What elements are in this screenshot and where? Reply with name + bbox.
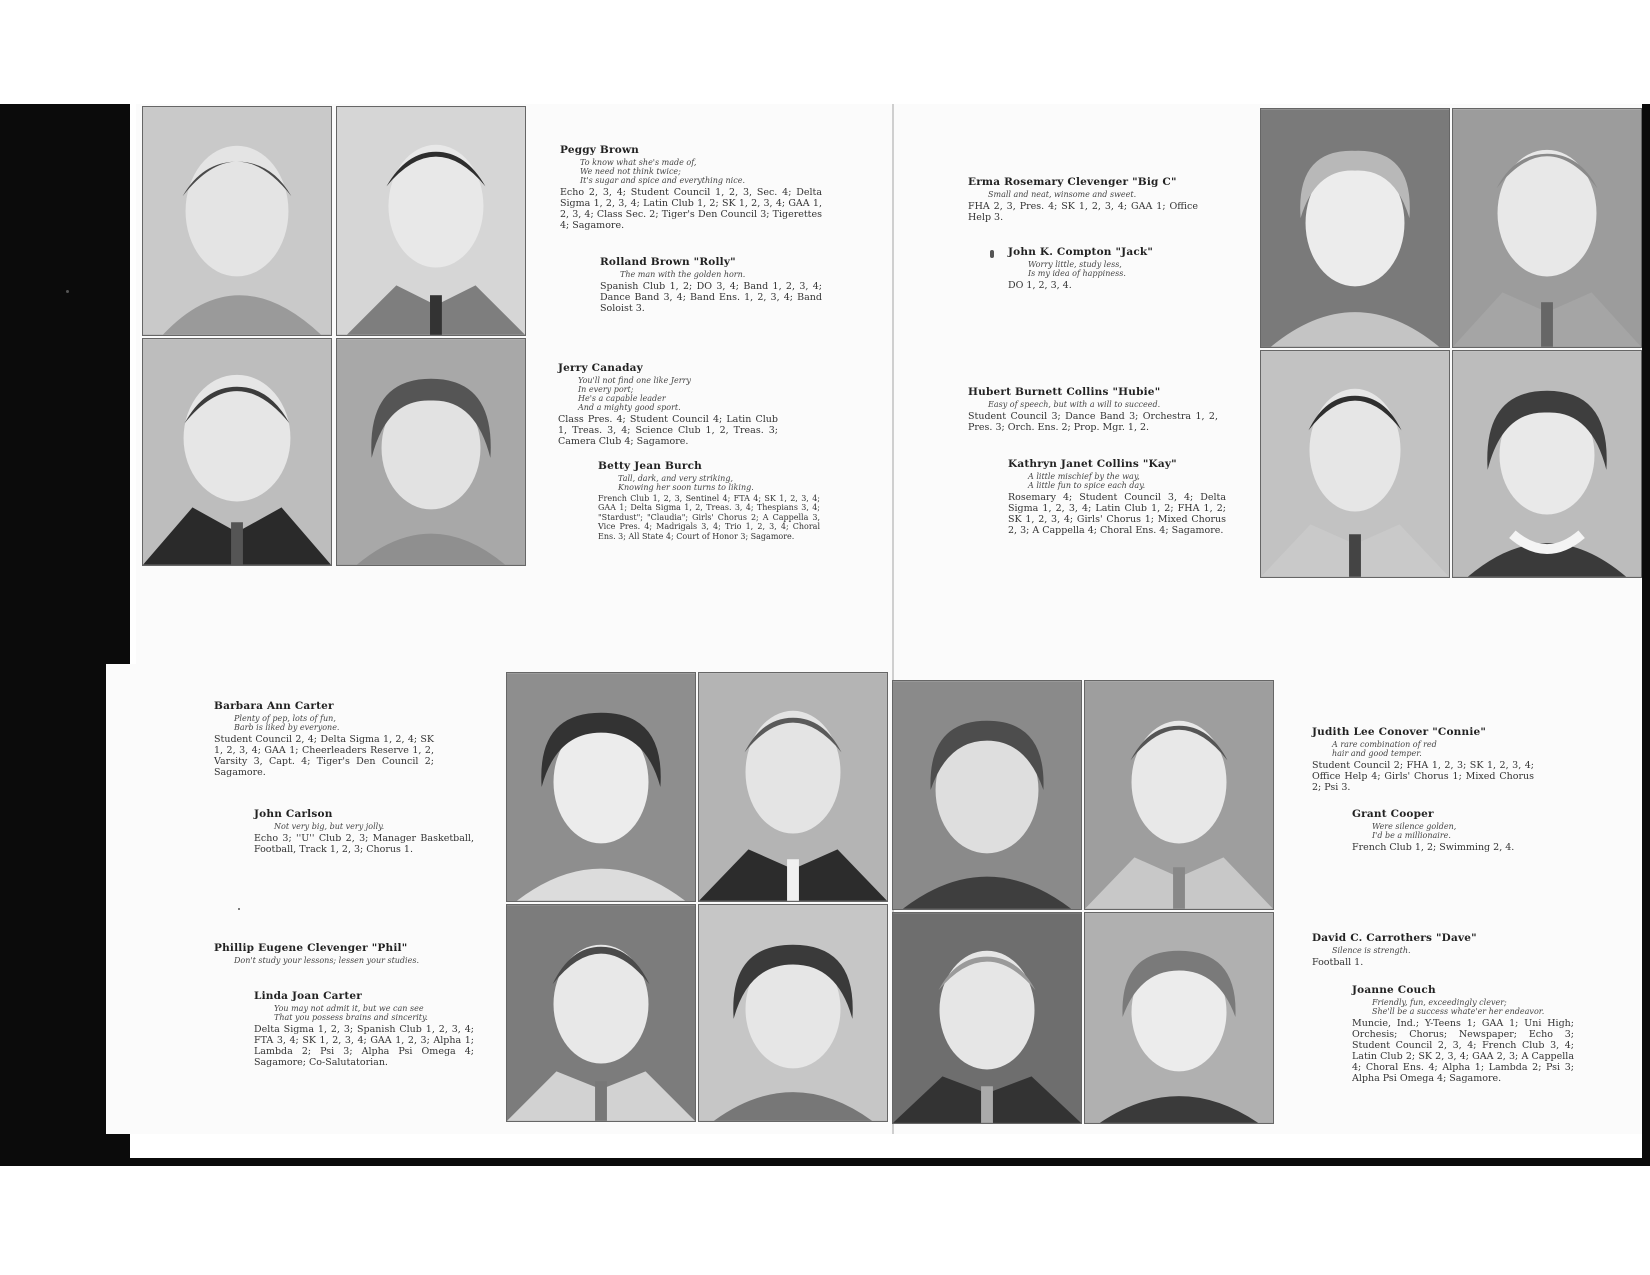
photo-erma-clevenger bbox=[1260, 108, 1450, 348]
entry-phillip-clevenger bbox=[214, 942, 474, 967]
entry-jerry-canaday bbox=[558, 362, 778, 447]
student-motto: Easy of speech, but with a will to succeed. bbox=[988, 400, 1161, 409]
photo-barbara-carter bbox=[506, 672, 696, 902]
student-activities: Football 1. bbox=[1312, 957, 1364, 968]
student-name: Kathryn Janet Collins "Kay" bbox=[1008, 458, 1177, 470]
student-name: John K. Compton "Jack" bbox=[1008, 246, 1154, 258]
entry-rolland-brown bbox=[600, 256, 822, 314]
student-motto: You may not admit it, but we can see That you possess brains and sincerity. bbox=[274, 1004, 428, 1022]
photo-peggy-brown bbox=[142, 106, 332, 336]
entry-john-carlson bbox=[254, 808, 474, 855]
photo-rolland-brown bbox=[336, 106, 526, 336]
photo-judith-conover bbox=[892, 680, 1082, 910]
student-name: Linda Joan Carter bbox=[254, 990, 363, 1002]
entry-joanne-couch bbox=[1352, 984, 1574, 1084]
photo-betty-jean-burch bbox=[336, 338, 526, 566]
student-motto: The man with the golden horn. bbox=[620, 270, 746, 279]
student-motto: Plenty of pep, lots of fun, Barb is liked by everyone. bbox=[234, 714, 340, 732]
scan-speck bbox=[238, 908, 240, 910]
student-name: Jerry Canaday bbox=[558, 362, 643, 374]
student-motto: Tall, dark, and very striking, Knowing her soon turns to liking. bbox=[618, 474, 754, 492]
student-activities: Echo 3; ''U'' Club 2, 3; Manager Basketball, Football, Track 1, 2, 3; Chorus 1. bbox=[254, 833, 474, 855]
student-activities: Student Council 3; Dance Band 3; Orchestra 1, 2, Pres. 3; Orch. Ens. 2; Prop. Mgr. 1, 2. bbox=[968, 411, 1218, 433]
entry-betty-jean-burch bbox=[598, 460, 820, 541]
student-name: John Carlson bbox=[254, 808, 333, 820]
student-motto: Friendly, fun, exceedingly clever; She'll be a success whate'er her endeavor. bbox=[1372, 998, 1545, 1016]
student-motto: A rare combination of red hair and good temper. bbox=[1332, 740, 1437, 758]
photo-david-carrothers bbox=[892, 912, 1082, 1124]
entry-peggy-brown bbox=[560, 144, 822, 231]
student-motto: Small and neat, winsome and sweet. bbox=[988, 190, 1137, 199]
student-activities: French Club 1, 2; Swimming 2, 4. bbox=[1352, 842, 1515, 853]
student-activities: Class Pres. 4; Student Council 4; Latin Club 1, Treas. 3, 4; Science Club 1, 2, Treas. 3; Camera Club 4; Sagamore. bbox=[558, 414, 778, 447]
student-activities: FHA 2, 3, Pres. 4; SK 1, 2, 3, 4; GAA 1; Office Help 3. bbox=[968, 201, 1198, 223]
photo-john-compton bbox=[1452, 108, 1642, 348]
student-motto: Silence is strength. bbox=[1332, 946, 1411, 955]
student-motto: A little mischief by the way, A little fun to spice each day. bbox=[1028, 472, 1146, 490]
student-activities: Muncie, Ind.; Y-Teens 1; GAA 1; Uni High; Orchesis; Chorus; Newspaper; Echo 3; Student Council 2, 3, 4; French Club 3, 4; Latin Club 2; SK 2, 3, 4; GAA 2, 3; A Cappella 4; Choral Ens. 4; Alpha 1; Lambda 2; Psi 3; Alpha Psi Omega 4; Sagamore. bbox=[1352, 1018, 1574, 1084]
student-motto: Worry little, study less, Is my idea of happiness. bbox=[1028, 260, 1126, 278]
student-motto: Not very big, but very jolly. bbox=[274, 822, 385, 831]
photo-grant-cooper bbox=[1084, 680, 1274, 910]
photo-kathryn-collins bbox=[1452, 350, 1642, 578]
entry-grant-cooper bbox=[1352, 808, 1574, 853]
student-motto: To know what she's made of, We need not think twice; It's sugar and spice and everything nice. bbox=[580, 158, 745, 185]
student-activities: Student Council 2; FHA 1, 2, 3; SK 1, 2, 3, 4; Office Help 4; Girls' Chorus 1; Mixed Chorus 2; Psi 3. bbox=[1312, 760, 1534, 793]
student-name: Phillip Eugene Clevenger "Phil" bbox=[214, 942, 408, 954]
student-name: Joanne Couch bbox=[1352, 984, 1436, 996]
student-name: Peggy Brown bbox=[560, 144, 640, 156]
student-motto: Were silence golden, I'd be a millionaire. bbox=[1372, 822, 1457, 840]
entry-linda-carter bbox=[254, 990, 474, 1068]
scan-bottom-edge bbox=[0, 1158, 1650, 1166]
photo-jerry-canaday bbox=[142, 338, 332, 566]
entry-kathryn-collins bbox=[1008, 458, 1226, 536]
entry-erma-clevenger bbox=[968, 176, 1198, 223]
photo-phillip-clevenger bbox=[506, 904, 696, 1122]
student-name: Hubert Burnett Collins "Hubie" bbox=[968, 386, 1161, 398]
student-activities: DO 1, 2, 3, 4. bbox=[1008, 280, 1072, 291]
student-name: Rolland Brown "Rolly" bbox=[600, 256, 736, 268]
student-name: Judith Lee Conover "Connie" bbox=[1312, 726, 1487, 738]
entry-hubert-collins bbox=[968, 386, 1218, 433]
center-gutter-top bbox=[892, 104, 894, 664]
student-name: Betty Jean Burch bbox=[598, 460, 703, 472]
entry-john-compton bbox=[1008, 246, 1208, 291]
student-activities: Spanish Club 1, 2; DO 3, 4; Band 1, 2, 3, 4; Dance Band 3, 4; Band Ens. 1, 2, 3, 4; Band Soloist 3. bbox=[600, 281, 822, 314]
entry-barbara-carter bbox=[214, 700, 434, 778]
student-motto: You'll not find one like Jerry In every port; He's a capable leader And a mighty good sport. bbox=[578, 376, 691, 412]
student-activities: Student Council 2, 4; Delta Sigma 1, 2, 4; SK 1, 2, 3, 4; GAA 1; Cheerleaders Reserve 1, 2, Varsity 3, Capt. 4; Tiger's Den Council 2; Sagamore. bbox=[214, 734, 434, 778]
student-motto: Don't study your lessons; lessen your studies. bbox=[234, 956, 419, 965]
scan-right-edge bbox=[1642, 104, 1650, 1166]
entry-david-carrothers bbox=[1312, 932, 1534, 968]
student-name: Erma Rosemary Clevenger "Big C" bbox=[968, 176, 1177, 188]
student-activities: Echo 2, 3, 4; Student Council 1, 2, 3, Sec. 4; Delta Sigma 1, 2, 3, 4; Latin Club 1, 2; SK 1, 2, 3, 4; GAA 1, 2, 3, 4; Class Sec. 2; Tiger's Den Council 3; Tigerettes 4; Sagamore. bbox=[560, 187, 822, 231]
photo-joanne-couch bbox=[1084, 912, 1274, 1124]
scan-speck bbox=[990, 250, 994, 258]
photo-hubert-collins bbox=[1260, 350, 1450, 578]
student-name: David C. Carrothers "Dave" bbox=[1312, 932, 1477, 944]
student-activities: Rosemary 4; Student Council 3, 4; Delta Sigma 1, 2, 3, 4; Latin Club 1, 2; FHA 1, 2; SK 1, 2, 3, 4; Girls' Chorus 1; Mixed Chorus 2, 3; A Cappella 4; Choral Ens. 4; Sagamore. bbox=[1008, 492, 1226, 536]
student-activities: Delta Sigma 1, 2, 3; Spanish Club 1, 2, 3, 4; FTA 3, 4; SK 1, 2, 3, 4; GAA 1, 2, 3; Alpha 1; Lambda 2; Psi 3; Alpha Psi Omega 4; Sagamore; Co-Salutatorian. bbox=[254, 1024, 474, 1068]
photo-john-carlson bbox=[698, 672, 888, 902]
student-activities: French Club 1, 2, 3, Sentinel 4; FTA 4; SK 1, 2, 3, 4; GAA 1; Delta Sigma 1, 2, Treas. 3, 4; Thespians 3, 4; "Stardust"; "Claudia"; Girls' Chorus 2; A Cappella 3, Vice Pres. 4; Madrigals 3, 4; Trio 1, 2, 3, 4; Choral Ens. 3; All State 4; Court of Honor 3; Sagamore. bbox=[598, 494, 820, 541]
scan-speck bbox=[66, 290, 69, 293]
student-name: Barbara Ann Carter bbox=[214, 700, 334, 712]
student-name: Grant Cooper bbox=[1352, 808, 1434, 820]
entry-judith-conover bbox=[1312, 726, 1534, 793]
photo-linda-carter bbox=[698, 904, 888, 1122]
